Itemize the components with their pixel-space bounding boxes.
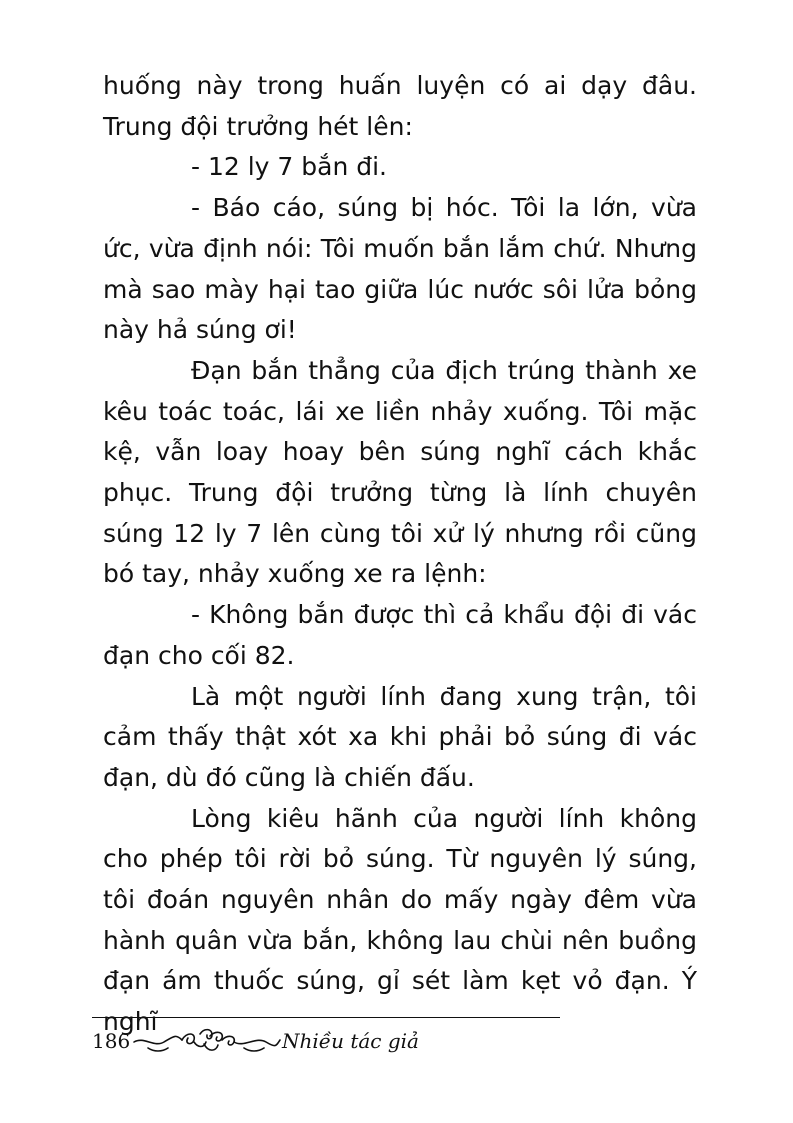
book-title: Nhiều tác giả (282, 1029, 419, 1053)
page-footer (92, 1010, 562, 1060)
footer-rule (92, 1017, 560, 1018)
dialogue-line: - Không bắn được thì cả khẩu đội đi vác đạn cho cối 82. (103, 600, 697, 670)
flourish-ornament-icon (132, 1026, 282, 1056)
paragraph: Là một người lính đang xung trận, tôi cảm thấy thật xót xa khi phải bỏ súng đi vác đạn, dù đó cũng là chiến đấu. (103, 681, 697, 792)
page-number: 186 (92, 1029, 131, 1053)
dialogue-paragraph: - Báo cáo, súng bị hóc. Tôi la lớn, vừa ức, vừa định nói: Tôi muốn bắn lắm chứ. Nhưng mà sao mày hại tao giữa lúc nước sôi lửa bỏng này hả súng ơi! (103, 193, 697, 345)
paragraph: Lòng kiêu hãnh của người lính không cho phép tôi rời bỏ súng. Từ nguyên lý súng, tôi đoán nguyên nhân do mấy ngày đêm vừa hành quân vừa bắn, không lau chùi nên buồng đạn ám thuốc súng, gỉ sét làm kẹt vỏ đạn. Ý nghĩ (103, 803, 697, 1037)
dialogue-line: - 12 ly 7 bắn đi. (191, 152, 388, 182)
page-body-text (103, 66, 697, 1043)
paragraph-continuation: huống này trong huấn luyện có ai dạy đâu. Trung đội trưởng hét lên: (103, 71, 697, 141)
paragraph: Đạn bắn thẳng của địch trúng thành xe kêu toác toác, lái xe liền nhảy xuống. Tôi mặc kệ, vẫn loay hoay bên súng nghĩ cách khắc phục. Trung đội trưởng từng là lính chuyên súng 12 ly 7 lên cùng tôi xử lý nhưng rồi cũng bó tay, nhảy xuống xe ra lệnh: (103, 355, 697, 589)
